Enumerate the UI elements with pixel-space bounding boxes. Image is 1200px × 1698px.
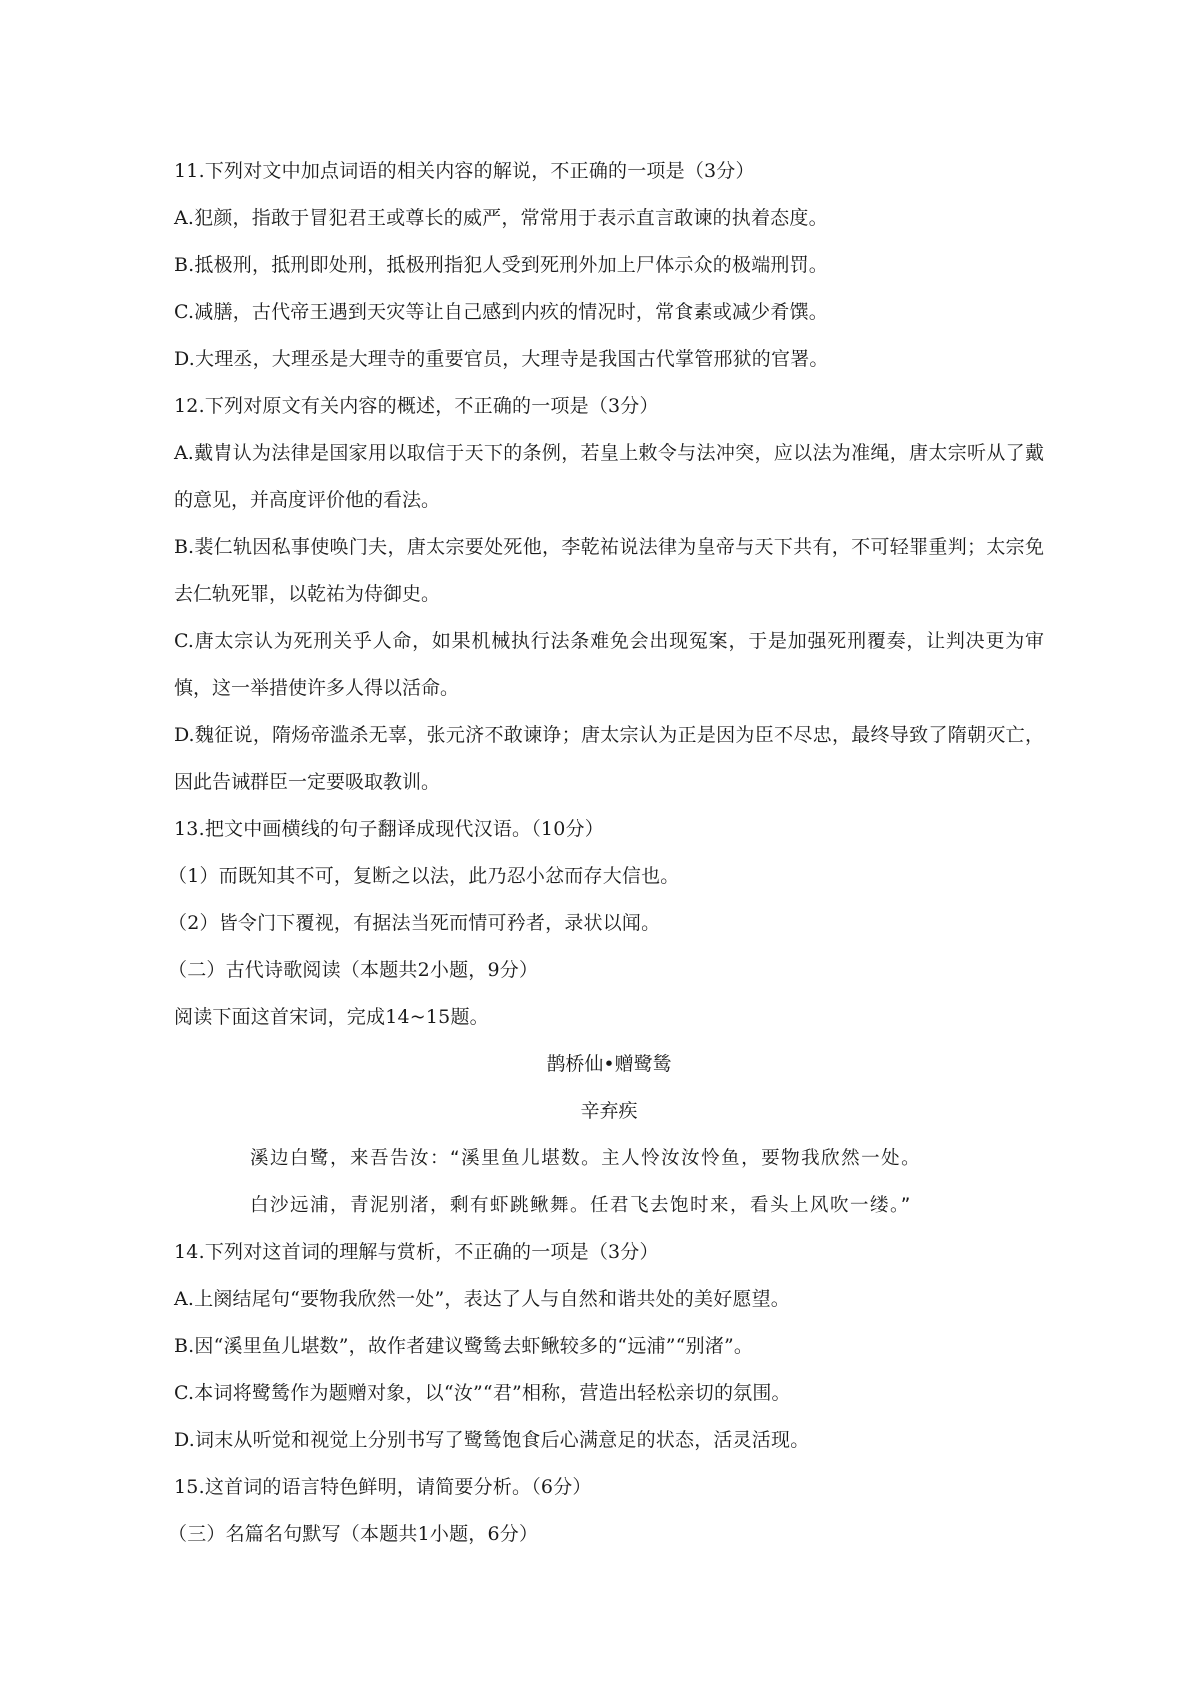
q15-stem: 15.这首词的语言特色鲜明，请简要分析。（6分） xyxy=(174,1476,592,1498)
q13-item-2: （2）皆令门下覆视，有据法当死而情可矜者，录状以闻。 xyxy=(168,912,661,934)
q11-option-a: A.犯颜，指敢于冒犯君王或尊长的威严，常常用于表示直言敢谏的执着态度。 xyxy=(174,207,828,229)
q13-item-1: （1）而既知其不可，复断之以法，此乃忍小忿而存大信也。 xyxy=(168,865,680,887)
q14-option-b: B.因“溪里鱼儿堪数”，故作者建议鹭鸶去虾鳅较多的“远浦”“别渚”。 xyxy=(174,1335,754,1357)
q12-option-a: A.戴胄认为法律是国家用以取信于天下的条例，若皇上敕令与法冲突，应以法为准绳，唐太宗听从了戴的意见，并高度评价他的看法。 xyxy=(174,442,1044,511)
poem-title: 鹊桥仙•赠鹭鸶 xyxy=(546,1053,672,1075)
q12-option-d: D.魏征说，隋炀帝滥杀无辜，张元济不敢谏诤；唐太宗认为正是因为臣不尽忠，最终导致了隋朝灭亡，因此告诫群臣一定要吸取教训。 xyxy=(174,724,1044,793)
section2-heading: （二）古代诗歌阅读（本题共2小题，9分） xyxy=(168,959,539,981)
exam-page xyxy=(168,148,1044,1558)
q14-stem: 14.下列对这首词的理解与赏析，不正确的一项是（3分） xyxy=(174,1241,659,1263)
poem-line-2: 白沙远浦，青泥别渚，剩有虾跳鳅舞。任君飞去饱时来，看头上风吹一缕。” xyxy=(250,1195,912,1216)
poem-author: 辛弃疾 xyxy=(580,1100,638,1122)
section2-intro: 阅读下面这首宋词，完成14~15题。 xyxy=(174,1006,489,1028)
q14-option-d: D.词末从听觉和视觉上分别书写了鹭鸶饱食后心满意足的状态，活灵活现。 xyxy=(174,1429,810,1451)
q12-stem: 12.下列对原文有关内容的概述，不正确的一项是（3分） xyxy=(174,395,659,417)
q14-option-a: A.上阕结尾句“要物我欣然一处”，表达了人与自然和谐共处的美好愿望。 xyxy=(174,1288,790,1310)
section3-heading: （三）名篇名句默写（本题共1小题，6分） xyxy=(168,1523,539,1545)
q14-option-c: C.本词将鹭鸶作为题赠对象，以“汝”“君”相称，营造出轻松亲切的氛围。 xyxy=(174,1382,791,1404)
q11-stem: 11.下列对文中加点词语的相关内容的解说，不正确的一项是（3分） xyxy=(174,160,755,182)
poem-line-1: 溪边白鹭，来吾告汝：“溪里鱼儿堪数。主人怜汝汝怜鱼，要物我欣然一处。 xyxy=(250,1148,922,1169)
q12-option-b: B.裴仁轨因私事使唤门夫，唐太宗要处死他，李乾祐说法律为皇帝与天下共有，不可轻罪重判；太宗免去仁轨死罪，以乾祐为侍御史。 xyxy=(174,536,1044,605)
q11-option-d: D.大理丞，大理丞是大理寺的重要官员，大理寺是我国古代掌管邢狱的官署。 xyxy=(174,348,829,370)
q13-stem: 13.把文中画横线的句子翻译成现代汉语。（10分） xyxy=(174,818,604,840)
q11-option-c: C.减膳，古代帝王遇到天灾等让自己感到内疚的情况时，常食素或减少肴馔。 xyxy=(174,301,828,323)
q11-option-b: B.抵极刑，抵刑即处刑，抵极刑指犯人受到死刑外加上尸体示众的极端刑罚。 xyxy=(174,254,829,276)
q12-option-c: C.唐太宗认为死刑关乎人命，如果机械执行法条难免会出现冤案，于是加强死刑覆奏，让判决更为审慎，这一举措使许多人得以活命。 xyxy=(174,630,1044,699)
